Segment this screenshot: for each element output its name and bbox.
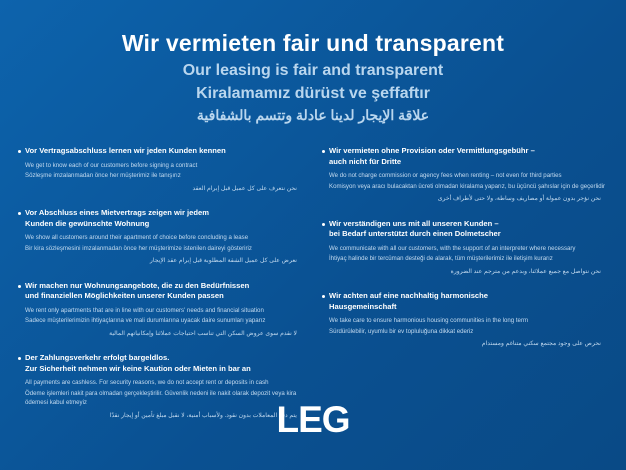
translation-english: We rent only apartments that are in line with our customers' needs and financial situation: [25, 306, 264, 314]
bullet-icon: [322, 150, 325, 153]
translation-english: We show all customers around their apartment of choice before concluding a lease: [25, 234, 249, 242]
translation-english: We take care to ensure harmonious housing communities in the long term: [329, 317, 529, 325]
block-translations: [329, 244, 608, 264]
right-column: [322, 146, 608, 435]
translation-turkish: Komisyon veya aracı bulacaktan ücreti olmadan kiralama yaparız, bu üçüncü şahıslar için de geçerlidir: [329, 182, 606, 190]
block-translations: [25, 161, 304, 181]
block-title-line: Wir achten auf eine nachhaltig harmonische: [329, 291, 489, 301]
block-title-line: bei Bedarf unterstützt durch einen Dolmetscher: [329, 229, 501, 239]
list-item: [322, 219, 608, 277]
translation-turkish: Sadece müşterilerimizin ihtiyaçlarına ve mali durumlarına uyacak daire sunumları yaparız: [25, 317, 266, 325]
bullet-icon: [18, 150, 21, 153]
left-column: [18, 146, 304, 435]
block-title-line: auch nicht für Dritte: [329, 156, 402, 166]
block-title: [18, 208, 304, 229]
headline-block: [0, 0, 626, 124]
block-title-line: und finanziellen Möglichkeiten unserer Kunden passen: [25, 291, 224, 301]
block-title: [322, 219, 608, 240]
list-item: [322, 146, 608, 204]
block-title: [18, 146, 304, 157]
logo-area: [0, 401, 626, 438]
translation-arabic: نحن نؤجر بدون عمولة أو مصاريف وساطة، ولا حتى لأطراف أخرى: [437, 195, 601, 203]
block-title-line: Vor Vertragsabschluss lernen wir jeden Kunden kennen: [25, 146, 226, 155]
list-item: [322, 291, 608, 349]
block-translations: [329, 316, 608, 336]
headline-turkish: Kiralamamız dürüst ve şeffaftır: [196, 84, 430, 102]
headline-german: Wir vermieten fair und transparent: [121, 30, 505, 56]
bullet-icon: [322, 295, 325, 298]
bullet-icon: [18, 285, 21, 288]
block-title-line: Hausgemeinschaft: [329, 301, 397, 311]
bullet-icon: [18, 357, 21, 360]
block-title-line: Der Zahlungsverkehr erfolgt bargeldlos.: [25, 353, 170, 363]
block-translations: [25, 233, 304, 253]
block-title-line: Kunden die gewünschte Wohnung: [25, 218, 150, 228]
list-item: [18, 281, 304, 339]
block-title: [18, 281, 304, 302]
block-translations: [329, 171, 608, 191]
translation-arabic: لا نقدم سوى عروض السكن التي تناسب احتياجات عملائنا وإمكانياتهم المالية: [109, 329, 297, 337]
translation-turkish: Ödeme işlemleri nakit para olmadan gerçekleştirilir. Güvenlik nedeni ile nakit olarak depozit veya kira ödemesi kabul etmeyiz: [25, 389, 297, 407]
translation-english: All payments are cashless. For security reasons, we do not accept rent or deposits in cash: [25, 379, 269, 387]
translation-turkish: Bir kira sözleşmesini imzalanmadan önce her müşterimize istenilen daireyi gösteririz: [25, 244, 252, 252]
translation-arabic: نحن نتعرف على كل عميل قبل إبرام العقد: [192, 184, 297, 192]
block-title-line: Wir vermieten ohne Provision oder Vermittlungsgebühr –: [329, 146, 535, 155]
block-title-line: Wir verständigen uns mit all unseren Kunden –: [329, 218, 499, 228]
content-columns: [0, 146, 626, 435]
translation-arabic: نعرض على كل عميل الشقة المطلوبة قبل إبرام عقد الإيجار: [149, 257, 297, 265]
leg-logo: LEG: [276, 399, 350, 440]
translation-english: We do not charge commission or agency fees when renting – not even for third parties: [329, 172, 562, 180]
translation-turkish: İhtiyaç halinde bir tercüman desteği de alarak, tüm müşterilerimiz ile iletişim kurarız: [329, 255, 553, 263]
translation-english: We get to know each of our customers before signing a contract: [25, 161, 198, 169]
block-translations: [25, 306, 304, 326]
block-title-line: Wir machen nur Wohnungsangebote, die zu den Bedürfnissen: [25, 280, 250, 290]
translation-turkish: Sözleşme imzalanmadan önce her müşterimiz ile tanışırız: [25, 172, 181, 180]
headline-english: Our leasing is fair and transparent: [182, 62, 444, 80]
translation-arabic: نحرص على وجود مجتمع سكني متناغم ومستدام: [481, 340, 601, 348]
bullet-icon: [322, 223, 325, 226]
bullet-icon: [18, 212, 21, 215]
list-item: [18, 146, 304, 193]
block-title-line: Vor Abschluss eines Mietvertrags zeigen wir jedem: [25, 207, 209, 217]
list-item: [18, 208, 304, 266]
translation-arabic: نحن نتواصل مع جميع عملائنا، وبدعم من مترجم عند الضرورة: [450, 267, 601, 275]
block-title: [322, 291, 608, 312]
block-title-line: Zur Sicherheit nehmen wir keine Kaution oder Mieten in bar an: [25, 363, 251, 373]
block-title: [322, 146, 608, 167]
block-title: [18, 353, 304, 374]
translation-english: We communicate with all our customers, with the support of an interpreter where necessary: [329, 244, 576, 252]
translation-arabic: يتم دفع المعاملات بدون نقود. ولأسباب أمنية، لا نقبل مبلغ تأمين أو إيجار نقدًا: [109, 411, 297, 419]
headline-arabic: علاقة الإيجار لدينا عادلة وتتسم بالشفافية: [196, 106, 430, 123]
translation-turkish: Sürdürülebilir, uyumlu bir ev topluluğuna dikkat ederiz: [329, 327, 474, 335]
